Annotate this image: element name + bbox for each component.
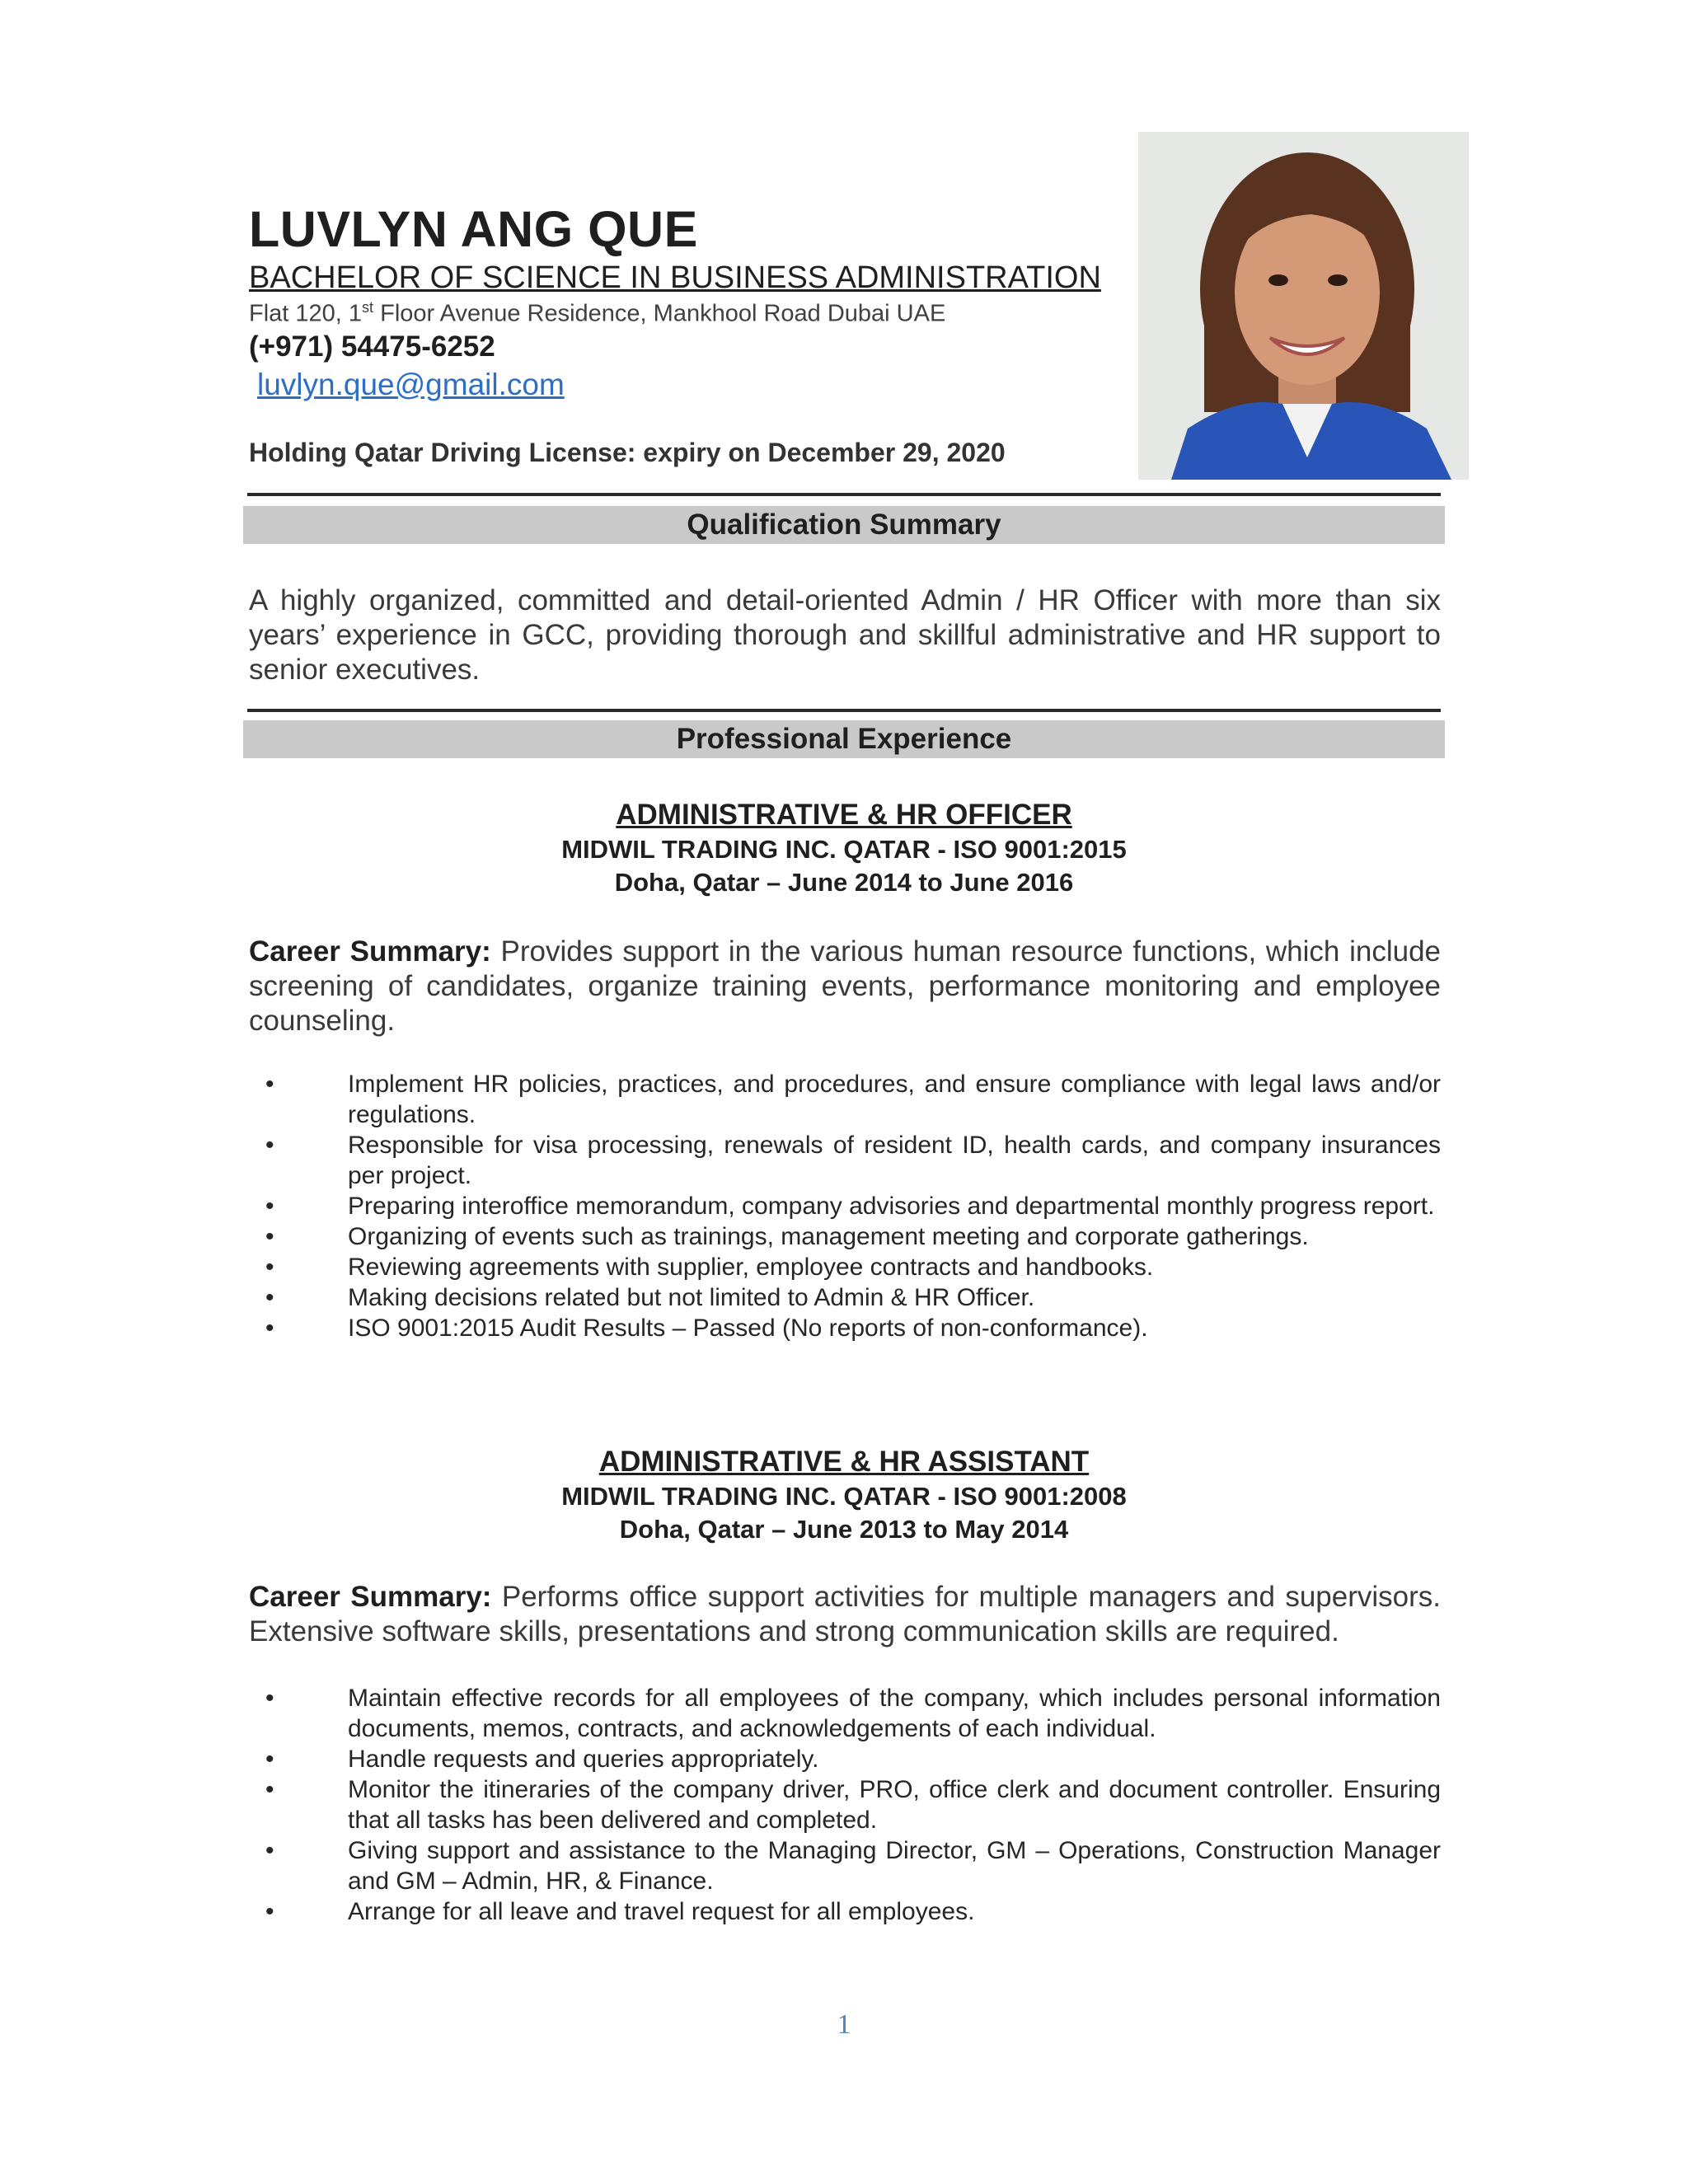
address-superscript: st bbox=[362, 299, 374, 316]
qualification-summary-text: A highly organized, committed and detail-oriented Admin / HR Officer with more than six years’ experience in GCC, providing thorough and skillful administrative and HR support to senior executives. bbox=[249, 584, 1441, 686]
list-item: • Giving support and assistance to the Managing Director, GM – Operations, Construction Manager and GM – Admin, HR, & Finance. bbox=[249, 1835, 1441, 1896]
phone-number: (+971) 54475-6252 bbox=[249, 330, 495, 363]
career-summary bbox=[249, 935, 1441, 1038]
list-item: • Reviewing agreements with supplier, employee contracts and handbooks. bbox=[249, 1252, 1441, 1282]
duties-list bbox=[249, 1069, 1441, 1343]
list-item: • Making decisions related but not limited to Admin & HR Officer. bbox=[249, 1282, 1441, 1313]
career-summary-text: Provides support in the various human resource functions, which include screening of candidates, organize training events, performance monitoring and employee counseling. bbox=[249, 935, 1441, 1037]
duties-list bbox=[249, 1683, 1441, 1927]
list-item: • Organizing of events such as trainings, management meeting and corporate gatherings. bbox=[249, 1221, 1441, 1252]
driving-license-note: Holding Qatar Driving License: expiry on December 29, 2020 bbox=[249, 438, 1006, 467]
section-divider bbox=[247, 709, 1441, 712]
job-company: MIDWIL TRADING INC. QATAR - ISO 9001:2008 bbox=[561, 1482, 1127, 1511]
list-item: • Implement HR policies, practices, and procedures, and ensure compliance with legal laws and/or regulations. bbox=[249, 1069, 1441, 1130]
qualification-summary-heading: Qualification Summary bbox=[243, 506, 1445, 544]
address-part-1: Flat 120, 1 bbox=[249, 300, 363, 327]
list-item: • Maintain effective records for all employees of the company, which includes personal information documents, memos, contracts, and acknowledgements of each individual. bbox=[249, 1683, 1441, 1744]
career-summary-label: Career Summary: bbox=[249, 935, 491, 968]
list-item: • Responsible for visa processing, renewals of resident ID, health cards, and company insurances per project. bbox=[249, 1130, 1441, 1191]
career-summary-text: Performs office support activities for multiple managers and supervisors. Extensive software skills, presentations and strong communication skills are required. bbox=[249, 1581, 1441, 1647]
list-item: • Preparing interoffice memorandum, company advisories and departmental monthly progress report. bbox=[249, 1191, 1441, 1221]
address-line bbox=[249, 299, 945, 328]
career-summary-label: Career Summary: bbox=[249, 1581, 492, 1613]
job-header bbox=[247, 1444, 1441, 1546]
header-divider bbox=[247, 493, 1441, 496]
candidate-name: LUVLYN ANG QUE bbox=[249, 201, 698, 257]
address-part-2: Floor Avenue Residence, Mankhool Road Dubai UAE bbox=[373, 300, 946, 327]
list-item: • ISO 9001:2015 Audit Results – Passed (No reports of non-conformance). bbox=[249, 1313, 1441, 1343]
degree-title: BACHELOR OF SCIENCE IN BUSINESS ADMINISTRATION bbox=[249, 260, 1101, 295]
professional-experience-heading: Professional Experience bbox=[243, 720, 1445, 758]
list-item: • Monitor the itineraries of the company driver, PRO, office clerk and document controller. Ensuring that all tasks has been delivered and completed. bbox=[249, 1774, 1441, 1835]
job-title: ADMINISTRATIVE & HR ASSISTANT bbox=[598, 1446, 1090, 1478]
career-summary bbox=[249, 1580, 1441, 1649]
profile-photo bbox=[1138, 132, 1469, 480]
job-company: MIDWIL TRADING INC. QATAR - ISO 9001:2015 bbox=[561, 835, 1127, 864]
email-link[interactable]: luvlyn.que@gmail.com bbox=[257, 368, 565, 401]
page-number: 1 bbox=[837, 2009, 851, 2040]
list-item: • Handle requests and queries appropriately. bbox=[249, 1744, 1441, 1774]
job-location-dates: Doha, Qatar – June 2014 to June 2016 bbox=[614, 868, 1074, 897]
job-title: ADMINISTRATIVE & HR OFFICER bbox=[616, 799, 1072, 831]
job-location-dates: Doha, Qatar – June 2013 to May 2014 bbox=[619, 1515, 1069, 1544]
list-item: • Arrange for all leave and travel request for all employees. bbox=[249, 1896, 1441, 1927]
profile-photo-image bbox=[1138, 132, 1469, 480]
job-header bbox=[247, 797, 1441, 899]
